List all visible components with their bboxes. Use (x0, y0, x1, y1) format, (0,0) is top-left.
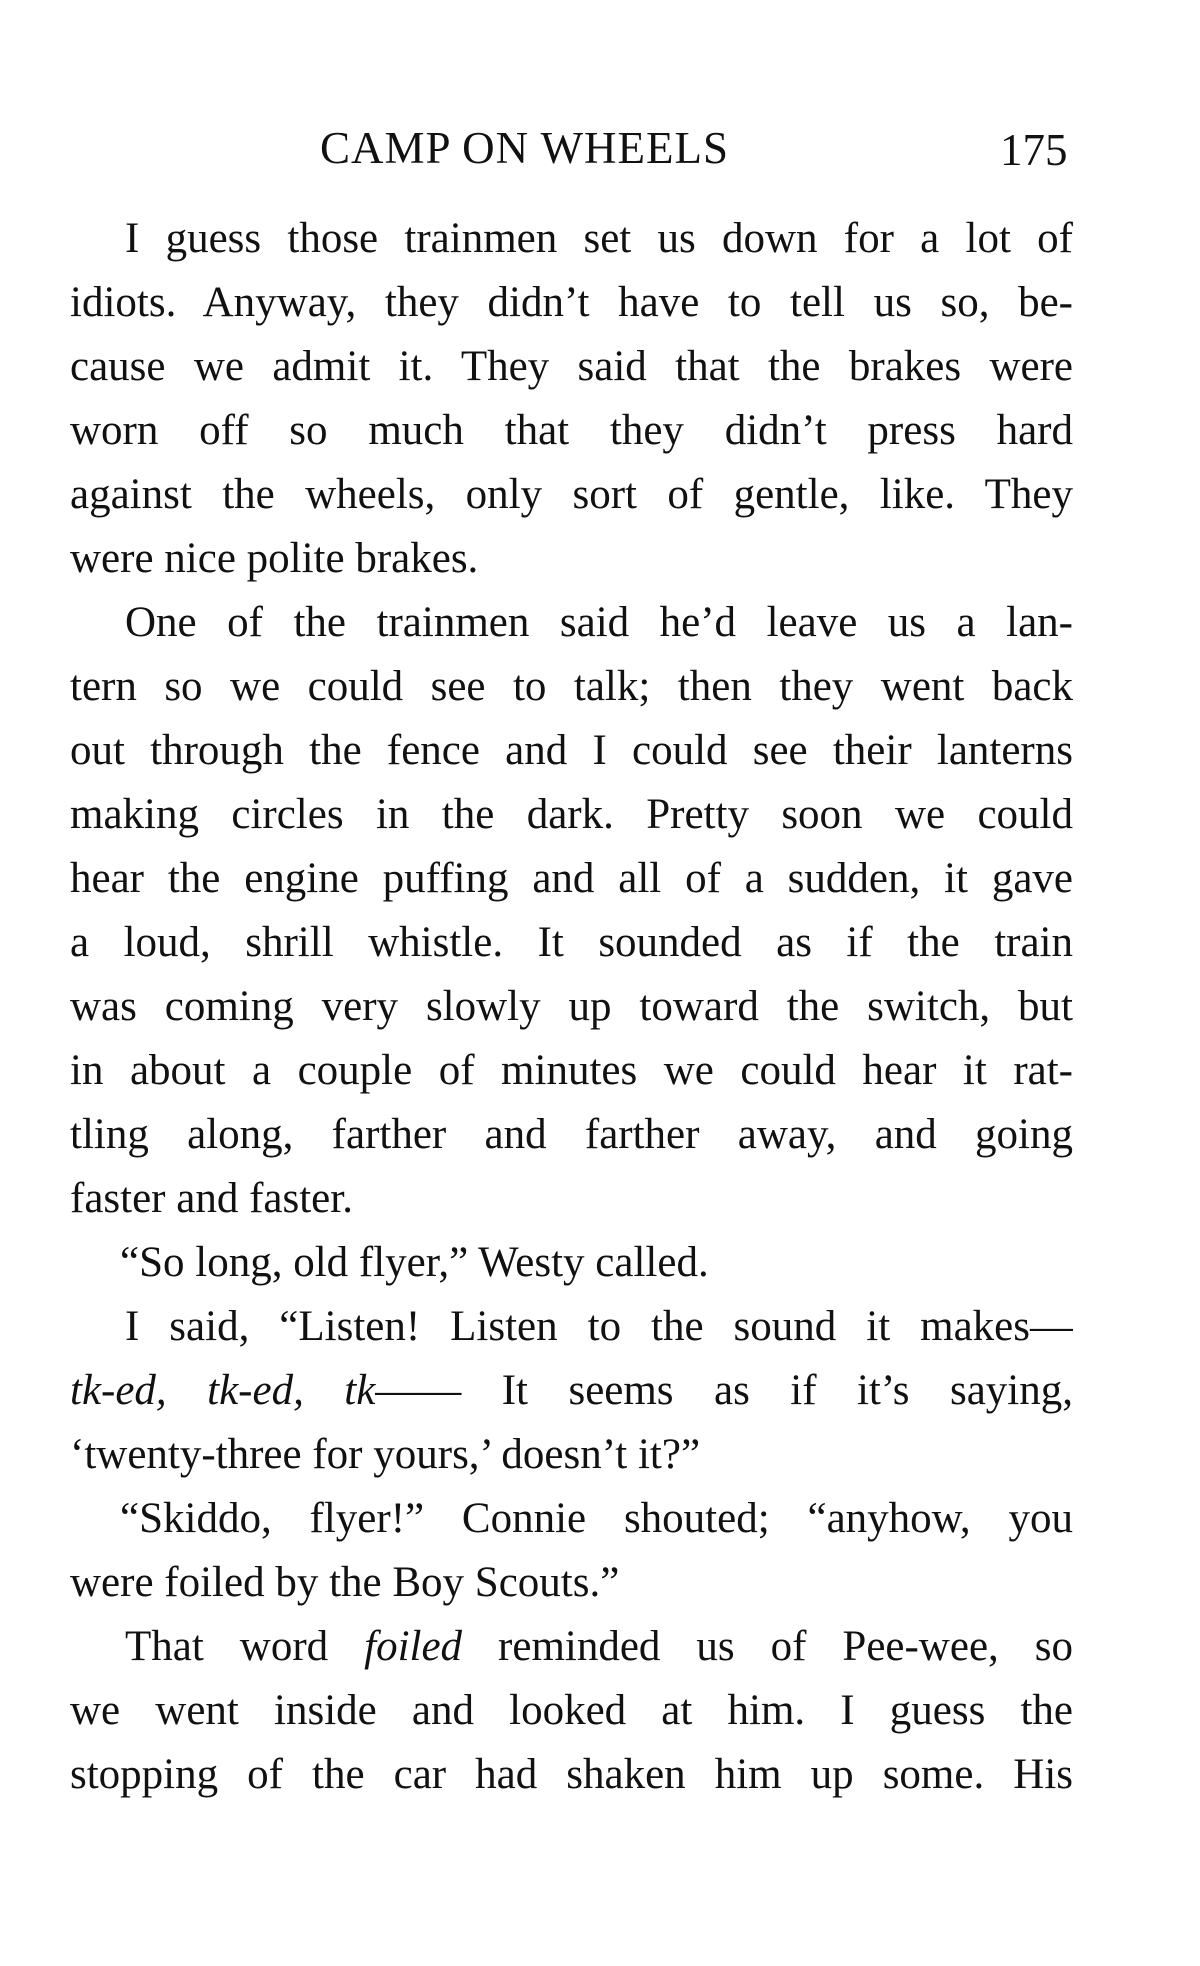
running-head (70, 118, 1070, 178)
text-line: “So long, old flyer,” Westy called. (120, 1239, 709, 1286)
text-line: we went inside and looked at him. I guess the (70, 1687, 1073, 1734)
text-line: stopping of the car had shaken him up some. His (70, 1751, 1073, 1798)
page-number: 175 (1000, 125, 1068, 175)
body-text (70, 207, 1073, 1807)
text-line: idiots. Anyway, they didn’t have to tell us so, be- (70, 279, 1073, 326)
text-segment: reminded us of Pee-wee, so (462, 1623, 1073, 1670)
text-line: “Skiddo, flyer!” Connie shouted; “anyhow, you (120, 1495, 1073, 1542)
text-line: a loud, shrill whistle. It sounded as if the train (70, 919, 1073, 966)
text-line-mixed (70, 1615, 1073, 1679)
text-line: was coming very slowly up toward the switch, but (70, 983, 1073, 1030)
text-line: faster and faster. (70, 1175, 353, 1222)
italic-sound-words: tk-ed, tk-ed, tk (70, 1367, 376, 1414)
text-line: worn off so much that they didn’t press hard (70, 407, 1073, 454)
text-line: hear the engine puffing and all of a sudden, it gave (70, 855, 1073, 902)
running-title: CAMP ON WHEELS (320, 123, 730, 173)
text-line: making circles in the dark. Pretty soon we could (70, 791, 1073, 838)
text-line: I guess those trainmen set us down for a lot of (125, 215, 1073, 262)
text-line: One of the trainmen said he’d leave us a lan- (125, 599, 1073, 646)
text-line: I said, “Listen! Listen to the sound it makes— (125, 1303, 1073, 1350)
italic-word: foiled (364, 1623, 463, 1670)
text-segment: —— It seems as if it’s saying, (375, 1367, 1073, 1414)
text-line: ‘twenty-three for yours,’ doesn’t it?” (70, 1431, 701, 1478)
text-line-mixed (70, 1359, 1073, 1423)
text-line: cause we admit it. They said that the brakes were (70, 343, 1073, 390)
text-line: were foiled by the Boy Scouts.” (70, 1559, 620, 1606)
text-line: tling along, farther and farther away, and going (70, 1111, 1073, 1158)
text-segment: That word (125, 1623, 365, 1670)
text-line: against the wheels, only sort of gentle, like. They (70, 471, 1073, 518)
text-line: were nice polite brakes. (70, 535, 479, 582)
text-line: tern so we could see to talk; then they went back (70, 663, 1073, 710)
text-line: in about a couple of minutes we could hear it rat- (70, 1047, 1073, 1094)
text-line: out through the fence and I could see their lanterns (70, 727, 1073, 774)
